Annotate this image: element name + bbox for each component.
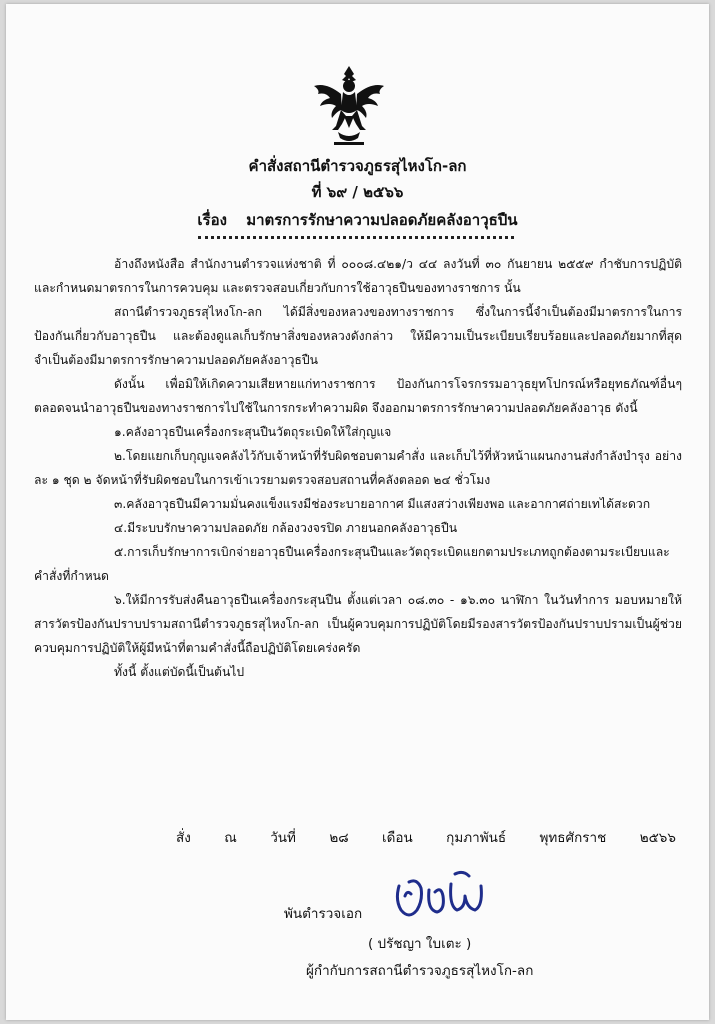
paragraph-background: สถานีตำรวจภูธรสุไหงโก-ลก ได้มีสิ่งของหลวงของทางราชการ ซึ่งในการนี้จำเป็นต้องมีมาตรการในการป้องกันเกี่ยวกับอาวุธปืน และต้องดูแลเก็บรักษาสิ่งของหลวงดังกล่าว ให้มีความเป็นระเบียบเรียบร้อยและปลอดภัยมากที่สุด จำเป็นต้องมีมาตรการรักษาความปลอดภัยคลังอาวุธปืน — [34, 305, 682, 367]
at-label: ณ — [224, 830, 237, 846]
list-item: ๓.คลังอาวุธปืนมีความมั่นคงแข็งแรงมีช่องระบายอากาศ มีแสงสว่างเพียงพอ และอากาศถ่ายเทได้สะดวก — [114, 497, 651, 511]
list-item: ๒.โดยแยกเก็บกุญแจคลังไว้กับเจ้าหน้าที่รับผิดชอบตามคำสั่ง และเก็บไว้ที่หัวหน้าแผนกงานส่งกำลังบำรุง อย่างละ ๑ ชุด ๒ จัดหน้าที่รับผิดชอบในการเข้าเวรยามตรวจสอบสถานที่คลังตลอด ๒๔ ชั่วโมง — [34, 449, 682, 487]
subject-label: เรื่อง — [197, 211, 227, 229]
effective-clause: ทั้งนี้ ตั้งแต่บัดนี้เป็นต้นไป — [114, 665, 245, 679]
order-title: คำสั่งสถานีตำรวจภูธรสุไหงโก-ลก — [248, 157, 467, 175]
subject-text: มาตรการรักษาความปลอดภัยคลังอาวุธปืน — [246, 211, 518, 229]
paragraph-purpose: ดังนั้น เพื่อมิให้เกิดความเสียหายแก่ทางราชการ ป้องกันการโจรกรรมอาวุธยุทโปกรณ์หรือยุทธภัณฑ์อื่นๆ ตลอดจนนำอาวุธปืนของทางราชการไปใช้ในการกระทำความผิด จึงออกมาตรการรักษาความปลอดภัยคลังอาวุธ ดังนี้ — [34, 377, 682, 415]
list-item: ๖.ให้มีการรับส่งคืนอาวุธปืนเครื่องกระสุนปืน ตั้งแต่เวลา ๐๘.๓๐ - ๑๖.๓๐ นาฬิกา ในวันทำการ มอบหมายให้สารวัตรป้องกันปราบปรามสถานีตำรวจภูธรสุไหงโก-ลก เป็นผู้ควบคุมการปฏิบัติโดยมีรองสารวัตรป้องกันปราบปรามเป็นผู้ช่วยควบคุมการปฏิบัติให้ผู้มีหน้าที่ตามคำสั่งนี้ถือปฏิบัติโดยเคร่งครัด — [34, 593, 682, 655]
list-item: ๔.มีระบบรักษาความปลอดภัย กล้องวงจรปิด ภายนอกคลังอาวุธปืน — [114, 521, 458, 535]
handwritten-signature — [391, 866, 501, 926]
day-label: วันที่ — [270, 830, 296, 846]
month-value: กุมภาพันธ์ — [446, 830, 507, 846]
order-label: สั่ง — [176, 830, 191, 846]
order-subject-line — [6, 208, 709, 232]
dotted-separator — [198, 236, 514, 239]
signer-name: ( ปรัชญา ใบเตะ ) — [368, 936, 472, 952]
list-item: ๕.การเก็บรักษาการเบิกจ่ายอาวุธปืนเครื่องกระสุนปืนและวัตถุระเบิดแยกตามประเภทถูกต้องตามระเบียบและคำสั่งที่กำหนด — [34, 545, 670, 583]
garuda-emblem-icon — [308, 64, 390, 148]
sign-date-line — [176, 826, 676, 848]
signer-position: ผู้กำกับการสถานีตำรวจภูธรสุไหงโก-ลก — [306, 963, 534, 979]
order-number: ที่ ๖๙ / ๒๕๖๖ — [311, 183, 404, 201]
year-value: ๒๕๖๖ — [639, 830, 676, 846]
order-body — [34, 252, 682, 684]
year-label: พุทธศักราช — [539, 830, 607, 846]
signer-rank: พันตำรวจเอก — [284, 906, 363, 922]
paragraph-reference: อ้างถึงหนังสือ สำนักงานตำรวจแห่งชาติ ที่ ๐๐๐๘.๔๒๑/ว ๔๔ ลงวันที่ ๓๐ กันยายน ๒๕๕๙ กำชับการปฏิบัติและกำหนดมาตรการในการควบคุม และตรวจสอบเกี่ยวกับการใช้อาวุธปืนของทางราชการ นั้น — [34, 257, 682, 295]
day-value: ๒๘ — [329, 830, 349, 846]
document-page — [6, 4, 709, 1020]
list-item: ๑.คลังอาวุธปืนเครื่องกระสุนปืนวัตถุระเบิดให้ใส่กุญแจ — [114, 425, 392, 439]
month-label: เดือน — [382, 830, 413, 846]
